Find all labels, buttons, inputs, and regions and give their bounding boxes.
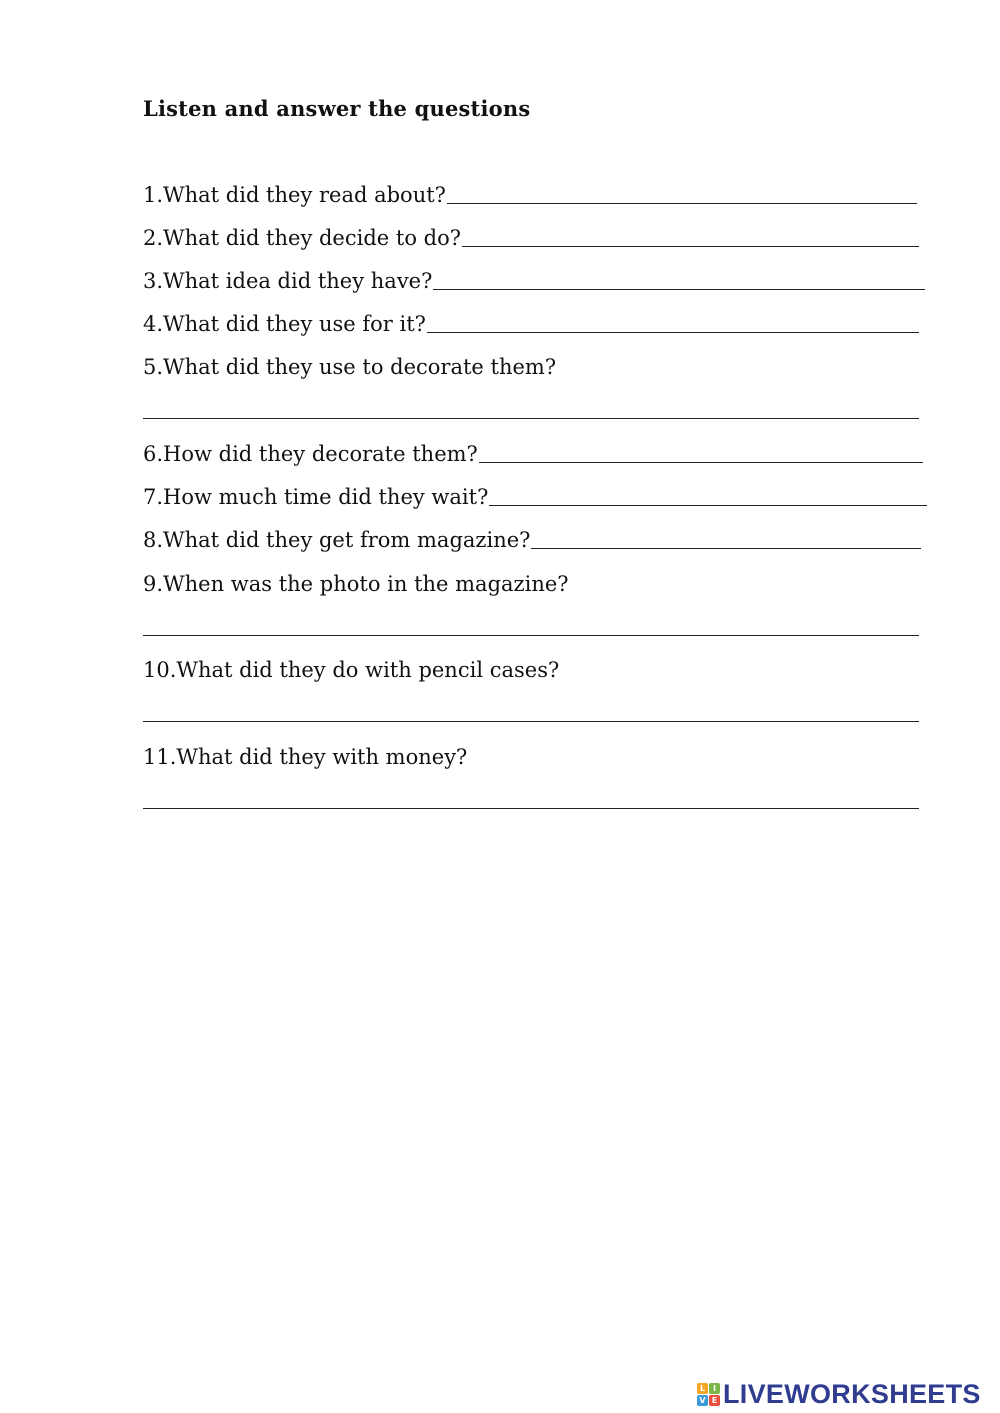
worksheet-title: Listen and answer the questions bbox=[143, 96, 531, 121]
question-7 bbox=[143, 484, 927, 510]
answer-blank-1[interactable] bbox=[447, 203, 917, 204]
question-10 bbox=[143, 657, 919, 683]
question-3 bbox=[143, 268, 925, 294]
question-5-text: 5.What did they use to decorate them? bbox=[143, 355, 557, 379]
logo-icon-letter-i: I bbox=[709, 1383, 720, 1394]
answer-line-5[interactable] bbox=[143, 418, 919, 419]
answer-line-11[interactable] bbox=[143, 808, 919, 809]
answer-blank-4[interactable] bbox=[427, 332, 919, 333]
question-8 bbox=[143, 527, 921, 553]
question-5 bbox=[143, 354, 919, 380]
question-4 bbox=[143, 311, 919, 337]
question-6 bbox=[143, 441, 923, 467]
answer-blank-2[interactable] bbox=[462, 246, 919, 247]
question-11 bbox=[143, 744, 919, 770]
question-2 bbox=[143, 225, 919, 251]
question-1 bbox=[143, 182, 917, 208]
answer-blank-7[interactable] bbox=[489, 505, 927, 506]
question-9-text: 9.When was the photo in the magazine? bbox=[143, 572, 569, 596]
answer-blank-3[interactable] bbox=[433, 289, 925, 290]
answer-blank-8[interactable] bbox=[531, 548, 921, 549]
question-10-text: 10.What did they do with pencil cases? bbox=[143, 658, 560, 682]
question-11-text: 11.What did they with money? bbox=[143, 745, 468, 769]
question-6-text: 6.How did they decorate them? bbox=[143, 442, 478, 466]
logo-icon-letter-e: E bbox=[709, 1395, 720, 1406]
question-8-text: 8.What did they get from magazine? bbox=[143, 528, 531, 552]
question-3-text: 3.What idea did they have? bbox=[143, 269, 433, 293]
logo-icon-letter-v: V bbox=[697, 1395, 708, 1406]
logo-icon-letter-l: L bbox=[697, 1383, 708, 1394]
answer-line-9[interactable] bbox=[143, 635, 919, 636]
question-2-text: 2.What did they decide to do? bbox=[143, 226, 461, 250]
liveworksheets-icon bbox=[697, 1383, 720, 1406]
liveworksheets-logo bbox=[697, 1378, 981, 1410]
question-7-text: 7.How much time did they wait? bbox=[143, 485, 489, 509]
question-1-text: 1.What did they read about? bbox=[143, 183, 446, 207]
answer-line-10[interactable] bbox=[143, 721, 919, 722]
answer-blank-6[interactable] bbox=[479, 462, 923, 463]
liveworksheets-logo-text: LIVEWORKSHEETS bbox=[723, 1378, 981, 1409]
question-4-text: 4.What did they use for it? bbox=[143, 312, 426, 336]
question-9 bbox=[143, 571, 919, 597]
